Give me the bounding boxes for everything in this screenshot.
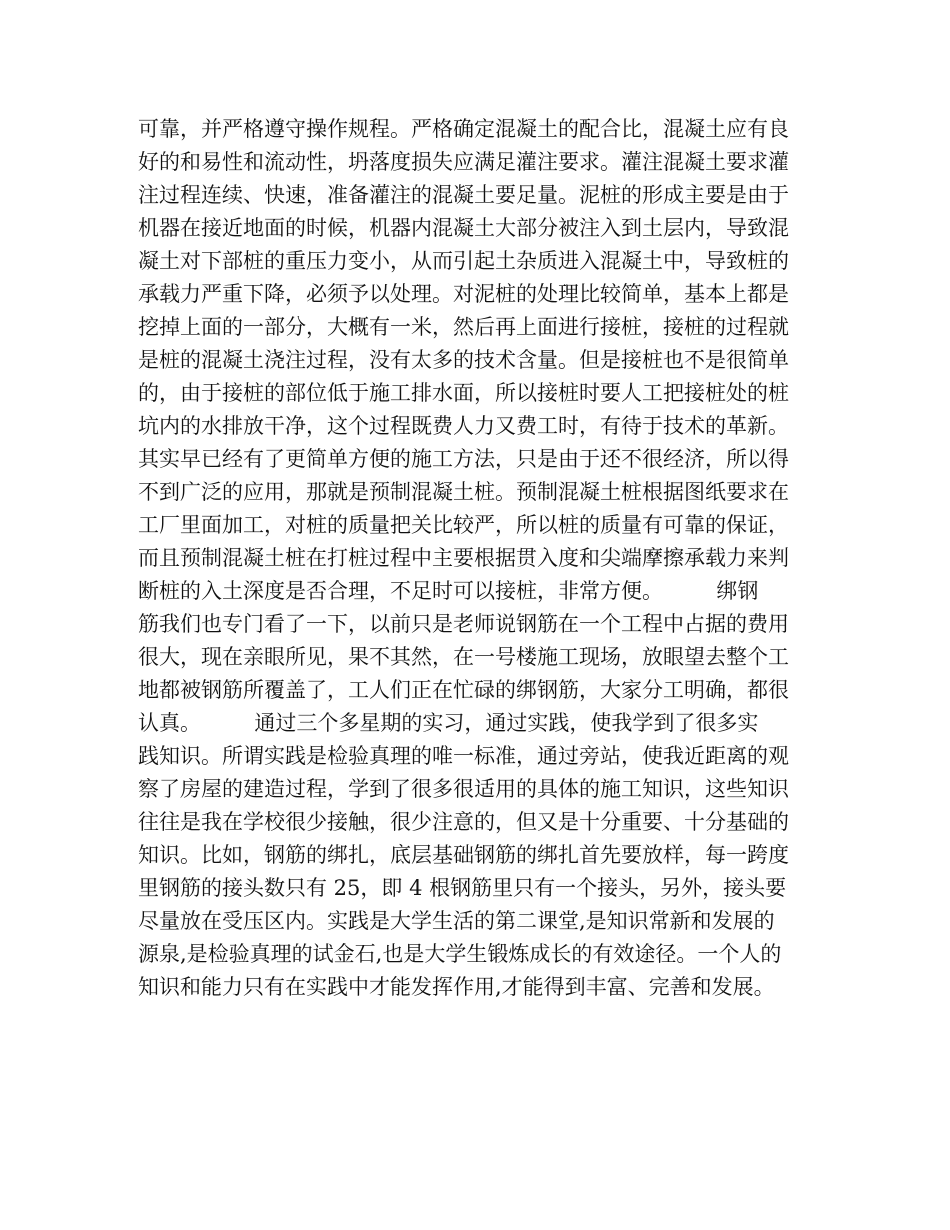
text-line: 可靠，并严格遵守操作规程。严格确定混凝土的配合比，混凝土应有良 [138, 117, 789, 141]
text-line: 很大，现在亲眼所见，果不其然，在一号楼施工现场，放眼望去整个工 [138, 645, 789, 669]
text-line: 坑内的水排放干净，这个过程既费人力又费工时，有待于技术的革新。 [138, 414, 789, 438]
text-line: 注过程连续、快速，准备灌注的混凝土要足量。泥桩的形成主要是由于 [138, 183, 789, 207]
text-line: 凝土对下部桩的重压力变小，从而引起土杂质进入混凝土中，导致桩的 [138, 249, 789, 273]
text-line: 践知识。所谓实践是检验真理的唯一标准，通过旁站，使我近距离的观 [138, 744, 789, 768]
text-line: 知识。比如，钢筋的绑扎，底层基础钢筋的绑扎首先要放样，每一跨度 [138, 843, 789, 867]
body-text [138, 113, 814, 1004]
text-line: 地都被钢筋所覆盖了，工人们正在忙碌的绑钢筋，大家分工明确，都很 [138, 678, 789, 702]
text-line: 源泉,是检验真理的试金石,也是大学生锻炼成长的有效途径。一个人的 [138, 942, 782, 966]
text-line: 挖掉上面的一部分，大概有一米，然后再上面进行接桩，接桩的过程就 [138, 315, 789, 339]
text-line: 里钢筋的接头数只有 25，即 4 根钢筋里只有一个接头，另外，接头要 [138, 876, 787, 900]
text-line: 工厂里面加工，对桩的质量把关比较严，所以桩的质量有可靠的保证， [138, 513, 789, 537]
text-line: 的，由于接桩的部位低于施工排水面，所以接桩时要人工把接桩处的桩 [138, 381, 789, 405]
text-line: 好的和易性和流动性，坍落度损失应满足灌注要求。灌注混凝土要求灌 [138, 150, 789, 174]
text-line: 承载力严重下降，必须予以处理。对泥桩的处理比较简单，基本上都是 [138, 282, 789, 306]
text-line: 而且预制混凝土桩在打桩过程中主要根据贯入度和尖端摩擦承载力来判 [138, 546, 789, 570]
text-line: 认真。 通过三个多星期的实习，通过实践，使我学到了很多实 [138, 711, 759, 735]
text-line: 是桩的混凝土浇注过程，没有太多的技术含量。但是接桩也不是很简单 [138, 348, 789, 372]
text-line: 知识和能力只有在实践中才能发挥作用,才能得到丰富、完善和发展。 [138, 975, 775, 999]
text-line: 往往是我在学校很少接触，很少注意的，但又是十分重要、十分基础的 [138, 810, 789, 834]
text-line: 机器在接近地面的时候，机器内混凝土大部分被注入到土层内，导致混 [138, 216, 789, 240]
text-line: 其实早已经有了更简单方便的施工方法，只是由于还不很经济，所以得 [138, 447, 789, 471]
text-line: 不到广泛的应用，那就是预制混凝土桩。预制混凝土桩根据图纸要求在 [138, 480, 789, 504]
text-line: 断桩的入土深度是否合理，不足时可以接桩，非常方便。 绑钢 [138, 579, 759, 603]
text-line: 筋我们也专门看了一下，以前只是老师说钢筋在一个工程中占据的费用 [138, 612, 789, 636]
text-line: 尽量放在受压区内。实践是大学生活的第二课堂,是知识常新和发展的 [138, 909, 775, 933]
text-line: 察了房屋的建造过程，学到了很多很适用的具体的施工知识，这些知识 [138, 777, 789, 801]
